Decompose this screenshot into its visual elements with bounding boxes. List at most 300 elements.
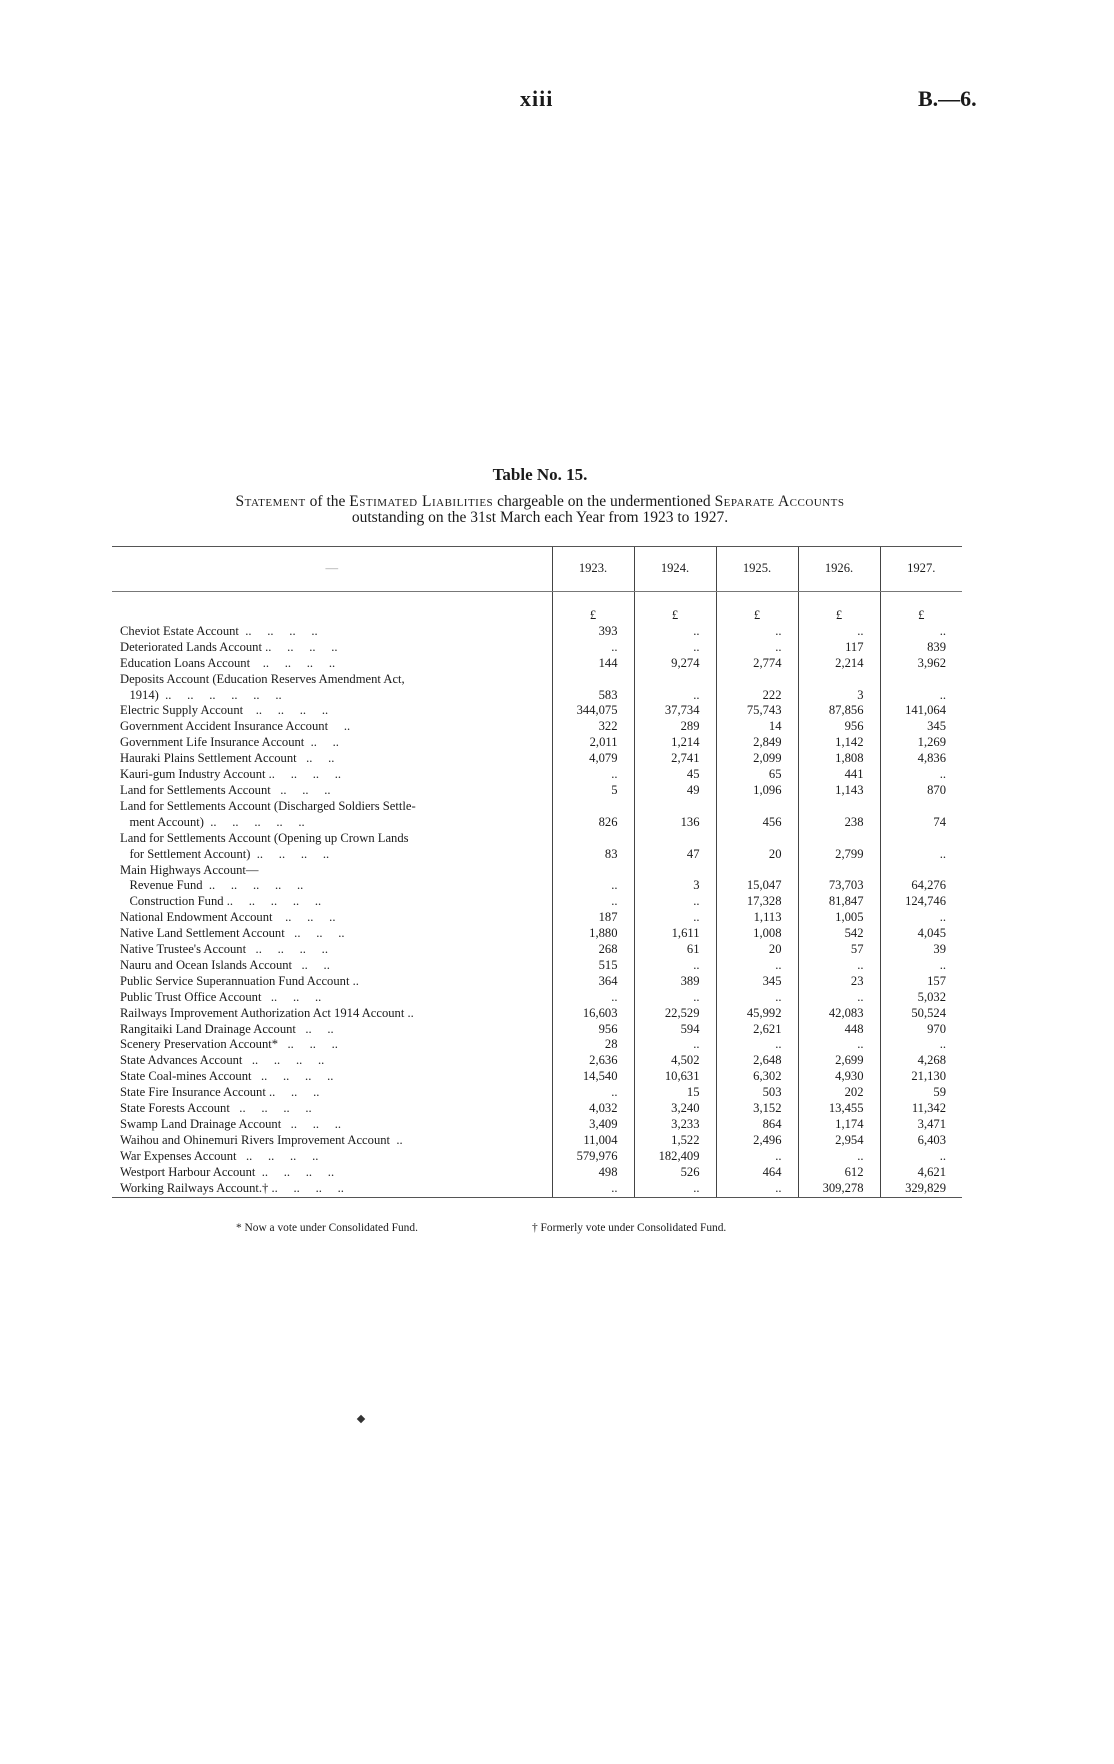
value-cell: 268 (552, 942, 634, 958)
account-name-cell (112, 1022, 552, 1038)
value-cell: 4,268 (880, 1053, 962, 1069)
dot-leader: .. .. .. .. (250, 655, 336, 670)
value-cell (798, 863, 880, 879)
value-cell: 6,403 (880, 1133, 962, 1149)
value-cell: 157 (880, 974, 962, 990)
value-cell: 117 (798, 640, 880, 656)
value-cell: 28 (552, 1037, 634, 1053)
account-name: National Endowment Account (120, 910, 273, 925)
account-name: for Settlement Account) (120, 846, 251, 861)
account-name: Revenue Fund (120, 878, 203, 893)
value-cell: 4,930 (798, 1069, 880, 1085)
value-cell: 15,047 (716, 878, 798, 894)
value-cell (634, 831, 716, 847)
value-cell: .. (552, 878, 634, 894)
account-name: ment Account) (120, 814, 204, 829)
table-row (112, 847, 962, 863)
value-cell: 16,603 (552, 1006, 634, 1022)
dot-leader: .. .. .. (270, 782, 331, 797)
value-cell: .. (880, 847, 962, 863)
account-name-cell (112, 910, 552, 926)
value-cell: 57 (798, 942, 880, 958)
value-cell: 345 (716, 974, 798, 990)
value-cell: 20 (716, 942, 798, 958)
account-name-cell (112, 624, 552, 640)
dot-leader: .. .. .. .. (268, 1180, 344, 1195)
table-row (112, 767, 962, 783)
value-cell: 1,008 (716, 926, 798, 942)
value-cell: 1,214 (634, 735, 716, 751)
account-name-cell (112, 990, 552, 1006)
table-row (112, 1022, 962, 1038)
value-cell: 2,799 (798, 847, 880, 863)
value-cell: 39 (880, 942, 962, 958)
table-row (112, 1006, 962, 1022)
account-name: Nauru and Ocean Islands Account (120, 957, 293, 972)
table-row (112, 878, 962, 894)
value-cell: 124,746 (880, 894, 962, 910)
value-cell: 45,992 (716, 1006, 798, 1022)
account-name-cell (112, 735, 552, 751)
account-name-cell (112, 878, 552, 894)
account-name-cell (112, 831, 552, 847)
value-cell: 1,880 (552, 926, 634, 942)
account-name: Kauri-gum Industry Account (120, 767, 266, 782)
value-cell: .. (552, 1085, 634, 1101)
account-name: Land for Settlements Account (Discharged Soldiers Settle- (120, 798, 416, 813)
value-cell: 503 (716, 1085, 798, 1101)
value-cell: 1,611 (634, 926, 716, 942)
header-year-1926: 1926. (798, 547, 880, 592)
table-row (112, 831, 962, 847)
value-cell: .. (798, 1149, 880, 1165)
value-cell: .. (634, 990, 716, 1006)
table-row (112, 735, 962, 751)
table-header-row (112, 547, 962, 592)
account-name: Government Accident Insurance Account (120, 719, 329, 734)
header-year-1927: 1927. (880, 547, 962, 592)
account-name: State Advances Account (120, 1053, 243, 1068)
header-year-1924: 1924. (634, 547, 716, 592)
value-cell: .. (880, 910, 962, 926)
value-cell: 542 (798, 926, 880, 942)
value-cell: 2,648 (716, 1053, 798, 1069)
value-cell: 309,278 (798, 1181, 880, 1197)
account-name-cell (112, 1101, 552, 1117)
value-cell (634, 863, 716, 879)
currency-symbol: £ (634, 592, 716, 624)
value-cell: 37,734 (634, 703, 716, 719)
dot-leader: .. .. .. (265, 1085, 320, 1100)
value-cell: 11,004 (552, 1133, 634, 1149)
value-cell: 182,409 (634, 1149, 716, 1165)
value-cell (798, 799, 880, 815)
value-cell: .. (880, 958, 962, 974)
header-year-1923: 1923. (552, 547, 634, 592)
value-cell: 441 (798, 767, 880, 783)
value-cell: 345 (880, 719, 962, 735)
table-row (112, 783, 962, 799)
value-cell (716, 831, 798, 847)
account-name-cell (112, 847, 552, 863)
value-cell: 956 (798, 719, 880, 735)
value-cell: 4,079 (552, 751, 634, 767)
account-name: Working Railways Account.† (120, 1180, 269, 1195)
table-row (112, 672, 962, 688)
value-cell: .. (552, 767, 634, 783)
table-row (112, 894, 962, 910)
value-cell: .. (880, 624, 962, 640)
account-name: State Fire Insurance Account (120, 1085, 266, 1100)
value-cell: .. (798, 958, 880, 974)
value-cell: 21,130 (880, 1069, 962, 1085)
dot-leader: .. (328, 719, 351, 734)
value-cell: 222 (716, 688, 798, 704)
value-cell: 464 (716, 1165, 798, 1181)
dot-leader: .. .. .. .. (250, 846, 330, 861)
page-reference: B.—6. (918, 86, 977, 111)
value-cell: .. (634, 640, 716, 656)
value-cell: 2,099 (716, 751, 798, 767)
value-cell: 289 (634, 719, 716, 735)
account-name: Education Loans Account (120, 655, 251, 670)
value-cell: .. (798, 990, 880, 1006)
value-cell: .. (634, 688, 716, 704)
table-row (112, 656, 962, 672)
table-row (112, 688, 962, 704)
value-cell: 329,829 (880, 1181, 962, 1197)
value-cell: 202 (798, 1085, 880, 1101)
account-name-cell (112, 1053, 552, 1069)
value-cell: 74 (880, 815, 962, 831)
value-cell (880, 672, 962, 688)
account-name-cell (112, 1149, 552, 1165)
value-cell: 14 (716, 719, 798, 735)
dot-leader: .. (390, 1132, 403, 1147)
table-row (112, 1133, 962, 1149)
currency-symbol: £ (716, 592, 798, 624)
value-cell: 2,636 (552, 1053, 634, 1069)
account-name: Native Trustee's Account (120, 942, 247, 957)
account-name: Native Land Settlement Account (120, 926, 285, 941)
value-cell: .. (716, 640, 798, 656)
value-cell: 456 (716, 815, 798, 831)
value-cell: 14,540 (552, 1069, 634, 1085)
value-cell: 1,096 (716, 783, 798, 799)
account-name-cell (112, 751, 552, 767)
value-cell: 65 (716, 767, 798, 783)
account-name: Swamp Land Drainage Account (120, 1117, 282, 1131)
dot-leader: .. .. .. (284, 926, 345, 941)
table-row (112, 640, 962, 656)
table-row (112, 1181, 962, 1197)
account-name-cell (112, 703, 552, 719)
dot-leader: .. .. .. .. (261, 639, 338, 654)
value-cell: .. (716, 958, 798, 974)
statement-word-3: Separate Accounts (714, 493, 845, 510)
account-name: Scenery Preservation Account* (120, 1037, 279, 1052)
value-cell: 1,269 (880, 735, 962, 751)
value-cell: 3,409 (552, 1117, 634, 1133)
value-cell: 141,064 (880, 703, 962, 719)
table-row (112, 624, 962, 640)
account-name-cell (112, 974, 552, 990)
account-name: Public Trust Office Account (120, 989, 262, 1004)
value-cell: 75,743 (716, 703, 798, 719)
value-cell: 2,699 (798, 1053, 880, 1069)
value-cell: .. (716, 1149, 798, 1165)
footnote-consolidated-fund: * Now a vote under Consolidated Fund. (236, 1222, 418, 1234)
table-row (112, 1149, 962, 1165)
value-cell: 45 (634, 767, 716, 783)
value-cell: 81,847 (798, 894, 880, 910)
value-cell: 2,621 (716, 1022, 798, 1038)
value-cell: 4,045 (880, 926, 962, 942)
dot-leader: .. .. .. .. (238, 623, 318, 638)
account-name-cell (112, 672, 552, 688)
value-cell: 13,455 (798, 1101, 880, 1117)
header-corner: — (112, 547, 552, 592)
currency-symbol: £ (880, 592, 962, 624)
value-cell: 50,524 (880, 1006, 962, 1022)
table-row (112, 942, 962, 958)
currency-row (112, 592, 962, 624)
value-cell: 2,011 (552, 735, 634, 751)
value-cell: 6,302 (716, 1069, 798, 1085)
value-cell: 5,032 (880, 990, 962, 1006)
footnote-formerly-vote: † Formerly vote under Consolidated Fund. (532, 1222, 727, 1234)
value-cell: 3 (798, 688, 880, 704)
account-name: Land for Settlements Account (120, 782, 271, 797)
table-row (112, 926, 962, 942)
value-cell: 1,174 (798, 1117, 880, 1133)
account-name: State Forests Account (120, 1101, 230, 1116)
dot-leader: .. .. (296, 751, 335, 766)
value-cell: .. (716, 1037, 798, 1053)
dot-leader: .. .. .. .. (246, 942, 328, 957)
value-cell: 87,856 (798, 703, 880, 719)
account-name-cell (112, 656, 552, 672)
dot-leader: .. .. (292, 957, 330, 972)
value-cell: 322 (552, 719, 634, 735)
value-cell (798, 672, 880, 688)
value-cell: 23 (798, 974, 880, 990)
dot-leader: .. .. .. .. (229, 1101, 312, 1116)
value-cell: 1,143 (798, 783, 880, 799)
value-cell: .. (634, 1037, 716, 1053)
account-name-cell (112, 926, 552, 942)
page-ink-mark (357, 1415, 365, 1423)
value-cell: 448 (798, 1022, 880, 1038)
dot-leader: .. .. .. (261, 989, 322, 1004)
account-name-cell (112, 863, 552, 879)
value-cell: 4,836 (880, 751, 962, 767)
value-cell: 20 (716, 847, 798, 863)
table-row (112, 1101, 962, 1117)
value-cell (716, 863, 798, 879)
account-name: Cheviot Estate Account (120, 623, 239, 638)
table-row (112, 958, 962, 974)
value-cell: .. (798, 624, 880, 640)
page-number: xiii (520, 86, 554, 111)
value-cell: .. (880, 1149, 962, 1165)
value-cell: .. (634, 624, 716, 640)
value-cell: 1,808 (798, 751, 880, 767)
value-cell: .. (716, 990, 798, 1006)
value-cell: 583 (552, 688, 634, 704)
value-cell: 1,005 (798, 910, 880, 926)
value-cell: 11,342 (880, 1101, 962, 1117)
value-cell: 612 (798, 1165, 880, 1181)
account-name-cell (112, 783, 552, 799)
value-cell: 2,954 (798, 1133, 880, 1149)
account-name: Hauraki Plains Settlement Account (120, 751, 297, 766)
account-name: Westport Harbour Account (120, 1164, 256, 1179)
dot-leader: .. .. .. .. .. .. (158, 687, 282, 702)
value-cell: .. (552, 894, 634, 910)
dot-leader: .. .. .. .. (242, 1053, 325, 1068)
value-cell: 970 (880, 1022, 962, 1038)
value-cell: 526 (634, 1165, 716, 1181)
table-row (112, 1069, 962, 1085)
value-cell: 136 (634, 815, 716, 831)
account-name-cell (112, 1165, 552, 1181)
header-year-1925: 1925. (716, 547, 798, 592)
value-cell (552, 672, 634, 688)
table-title: Table No. 15. (492, 465, 588, 484)
value-cell: 393 (552, 624, 634, 640)
account-name: War Expenses Account (120, 1148, 237, 1163)
currency-symbol: £ (798, 592, 880, 624)
account-name: 1914) (120, 687, 159, 702)
value-cell: 3,471 (880, 1117, 962, 1133)
value-cell (716, 799, 798, 815)
table-row (112, 815, 962, 831)
value-cell: .. (716, 1181, 798, 1197)
value-cell: .. (798, 1037, 880, 1053)
account-name-cell (112, 1037, 552, 1053)
statement-text-1: of the (305, 493, 350, 510)
value-cell: 498 (552, 1165, 634, 1181)
value-cell: 73,703 (798, 878, 880, 894)
dot-leader: .. .. .. .. .. (203, 814, 305, 829)
account-name-cell (112, 815, 552, 831)
value-cell: 61 (634, 942, 716, 958)
value-cell: .. (552, 990, 634, 1006)
table-statement (110, 494, 970, 526)
value-cell: 144 (552, 656, 634, 672)
account-name-cell (112, 719, 552, 735)
account-name: Construction Fund (120, 894, 224, 909)
value-cell: 1,113 (716, 910, 798, 926)
value-cell (798, 831, 880, 847)
account-name-cell (112, 1133, 552, 1149)
statement-text-2: chargeable on the undermentioned (493, 493, 715, 510)
account-name-cell (112, 958, 552, 974)
dot-leader: .. .. .. .. (236, 1148, 319, 1163)
account-name-cell (112, 688, 552, 704)
currency-symbol: £ (552, 592, 634, 624)
value-cell (634, 799, 716, 815)
table-row (112, 799, 962, 815)
value-cell: 17,328 (716, 894, 798, 910)
value-cell: 2,741 (634, 751, 716, 767)
value-cell: 5 (552, 783, 634, 799)
dot-leader: .. .. .. .. (265, 767, 342, 782)
statement-text-3: outstanding on the 31st March each Year from 1923 to 1927. (351, 509, 729, 526)
value-cell: 42,083 (798, 1006, 880, 1022)
value-cell (552, 863, 634, 879)
account-name: Deteriorated Lands Account (120, 639, 262, 654)
value-cell: 4,502 (634, 1053, 716, 1069)
value-cell: 4,621 (880, 1165, 962, 1181)
dot-leader: .. .. .. .. .. (202, 878, 304, 893)
account-name: Public Service Superannuation Fund Account (120, 973, 350, 988)
value-cell: 64,276 (880, 878, 962, 894)
value-cell: .. (634, 910, 716, 926)
value-cell: 15 (634, 1085, 716, 1101)
value-cell: 2,214 (798, 656, 880, 672)
value-cell: 3 (634, 878, 716, 894)
value-cell: 3,233 (634, 1117, 716, 1133)
value-cell: 59 (880, 1085, 962, 1101)
account-name-cell (112, 1006, 552, 1022)
account-name: State Coal-mines Account (120, 1069, 252, 1084)
table-bottom-rule (112, 1197, 962, 1198)
value-cell: 870 (880, 783, 962, 799)
table-row (112, 910, 962, 926)
account-name-cell (112, 1069, 552, 1085)
value-cell: .. (634, 958, 716, 974)
currency-row-blank (112, 592, 552, 624)
value-cell: .. (634, 894, 716, 910)
liabilities-table-wrapper (112, 546, 962, 1198)
value-cell: 344,075 (552, 703, 634, 719)
value-cell: .. (880, 1037, 962, 1053)
statement-word-2: Estimated Liabilities (349, 493, 494, 510)
value-cell: 238 (798, 815, 880, 831)
value-cell: .. (880, 688, 962, 704)
dot-leader: .. .. .. .. (243, 703, 329, 718)
value-cell: .. (552, 1181, 634, 1197)
value-cell: .. (880, 767, 962, 783)
account-name-cell (112, 1117, 552, 1133)
account-name: Electric Supply Account (120, 703, 244, 718)
dot-leader: .. (349, 973, 359, 988)
account-name-cell (112, 1181, 552, 1197)
account-name: Railways Improvement Authorization Act 1914 Account (120, 1005, 405, 1020)
value-cell (716, 672, 798, 688)
dot-leader: .. (404, 1005, 414, 1020)
account-name: Main Highways Account— (120, 862, 259, 877)
value-cell: 956 (552, 1022, 634, 1038)
value-cell: 3,962 (880, 656, 962, 672)
value-cell (552, 799, 634, 815)
table-row (112, 1117, 962, 1133)
table-row (112, 1085, 962, 1101)
value-cell: 3,152 (716, 1101, 798, 1117)
table-row (112, 974, 962, 990)
value-cell: 826 (552, 815, 634, 831)
value-cell: 2,774 (716, 656, 798, 672)
account-name: Land for Settlements Account (Opening up Crown Lands (120, 830, 409, 845)
account-name-cell (112, 799, 552, 815)
value-cell: .. (552, 640, 634, 656)
value-cell (880, 799, 962, 815)
value-cell: 3,240 (634, 1101, 716, 1117)
value-cell: 1,522 (634, 1133, 716, 1149)
account-name-cell (112, 767, 552, 783)
